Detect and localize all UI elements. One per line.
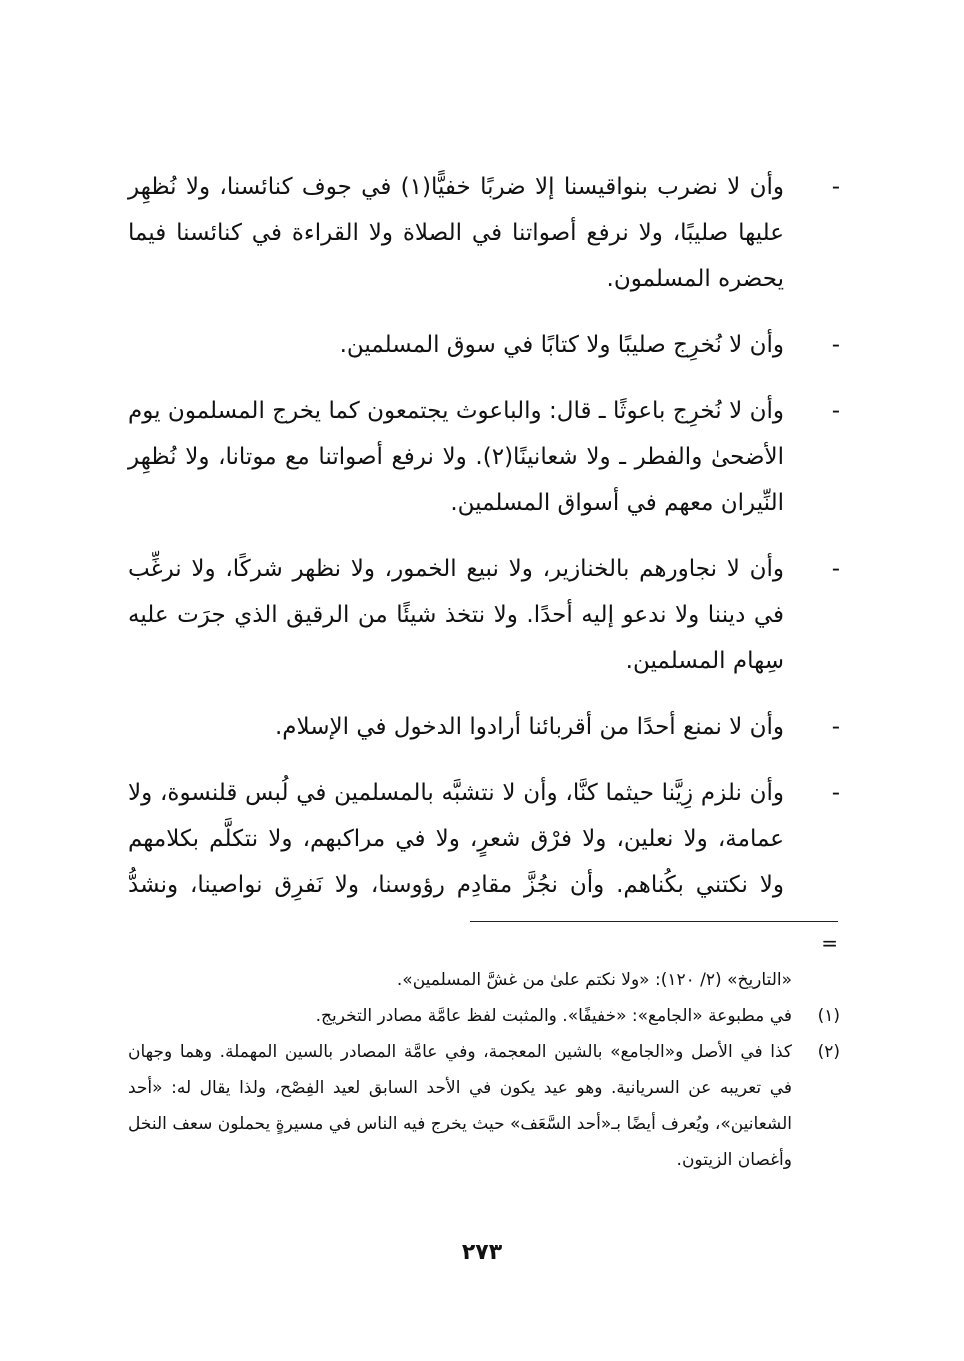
- list-dash: -: [831, 780, 840, 806]
- list-dash: -: [831, 174, 840, 200]
- main-text-block: [128, 164, 840, 928]
- footnote-text: كذا في الأصل و«الجامع» بالشين المعجمة، وفي عامَّة المصادر بالسين المهملة. وهما وجهان في تعريبه عن السريانية. وهو عيد يكون في الأحد السابق لعيد الفِصْح، ولذا يقال له: «أحد الشعانين»، ويُعرف أيضًا بـ«أحد السَّعَف» حيث يخرج فيه الناس في مسيرةٍ يحملون سعف النخل وأغصان الزيتون.: [128, 1042, 792, 1170]
- list-item: [128, 546, 840, 684]
- list-item-text: وأن لا نمنع أحدًا من أقربائنا أرادوا الدخول في الإسلام.: [274, 714, 784, 740]
- page-number: ٢٧٣: [461, 1240, 503, 1265]
- continuation-mark: =: [821, 931, 838, 955]
- list-item: [128, 322, 840, 368]
- footnote-continuation: [128, 962, 840, 998]
- footnote: [128, 1034, 840, 1178]
- list-item: [128, 388, 840, 526]
- list-item: [128, 704, 840, 750]
- footnote-text: في مطبوعة «الجامع»: «خفيفًا». والمثبت لفظ عامَّة مصادر التخريج.: [315, 1006, 792, 1026]
- list-item-text: وأن لا نجاورهم بالخنازير، ولا نبيع الخمور، ولا نظهر شركًا، ولا نرغِّب في ديننا ولا ندعو إليه أحدًا. ولا نتخذ شيئًا من الرقيق الذي جرَت عليه سِهام المسلمين.: [128, 556, 784, 674]
- list-dash: -: [831, 332, 840, 358]
- footnote: [128, 998, 840, 1034]
- list-item-text: وأن لا نُخرِج باعوثًا ـ قال: والباعوث يجتمعون كما يخرج المسلمون يوم الأضحىٰ والفطر ـ ولا شعانينًا(٢). ولا نرفع أصواتنا مع موتانا، ولا نُظهِر النِّيران معهم في أسواق المسلمين.: [128, 398, 784, 516]
- footnote-number: (٢): [817, 1042, 840, 1062]
- footnote-text: «التاريخ» (٢/ ١٢٠): «ولا نكتم علىٰ من غشَّ المسلمين».: [396, 970, 792, 990]
- list-item-text: وأن نلزم زِيَّنا حيثما كنَّا، وأن لا نتشبَّه بالمسلمين في لُبس قلنسوة، ولا عمامة، ولا نعلين، ولا فرْق شعرٍ، ولا في مراكبهم، ولا نتكلَّم بكلامهم ولا نكتني بكُناهم. وأن نجُزَّ مقادِم رؤوسنا، ولا نَفرِق نواصينا، ونشدُّ: [128, 780, 784, 898]
- footnote-separator: [470, 921, 838, 922]
- footnote-number: (١): [817, 1006, 840, 1026]
- list-item-text: وأن لا نضرب بنواقيسنا إلا ضربًا خفيًّا(١) في جوف كنائسنا، ولا نُظهِر عليها صليبًا، ولا نرفع أصواتنا في الصلاة ولا القراءة في كنائسنا فيما يحضره المسلمون.: [128, 174, 784, 292]
- list-item: [128, 164, 840, 302]
- list-dash: -: [831, 556, 840, 582]
- list-dash: -: [831, 714, 840, 740]
- footnotes-block: [128, 962, 840, 1178]
- list-item-text: وأن لا نُخرِج صليبًا ولا كتابًا في سوق المسلمين.: [339, 332, 784, 358]
- list-item: [128, 770, 840, 908]
- list-dash: -: [831, 398, 840, 424]
